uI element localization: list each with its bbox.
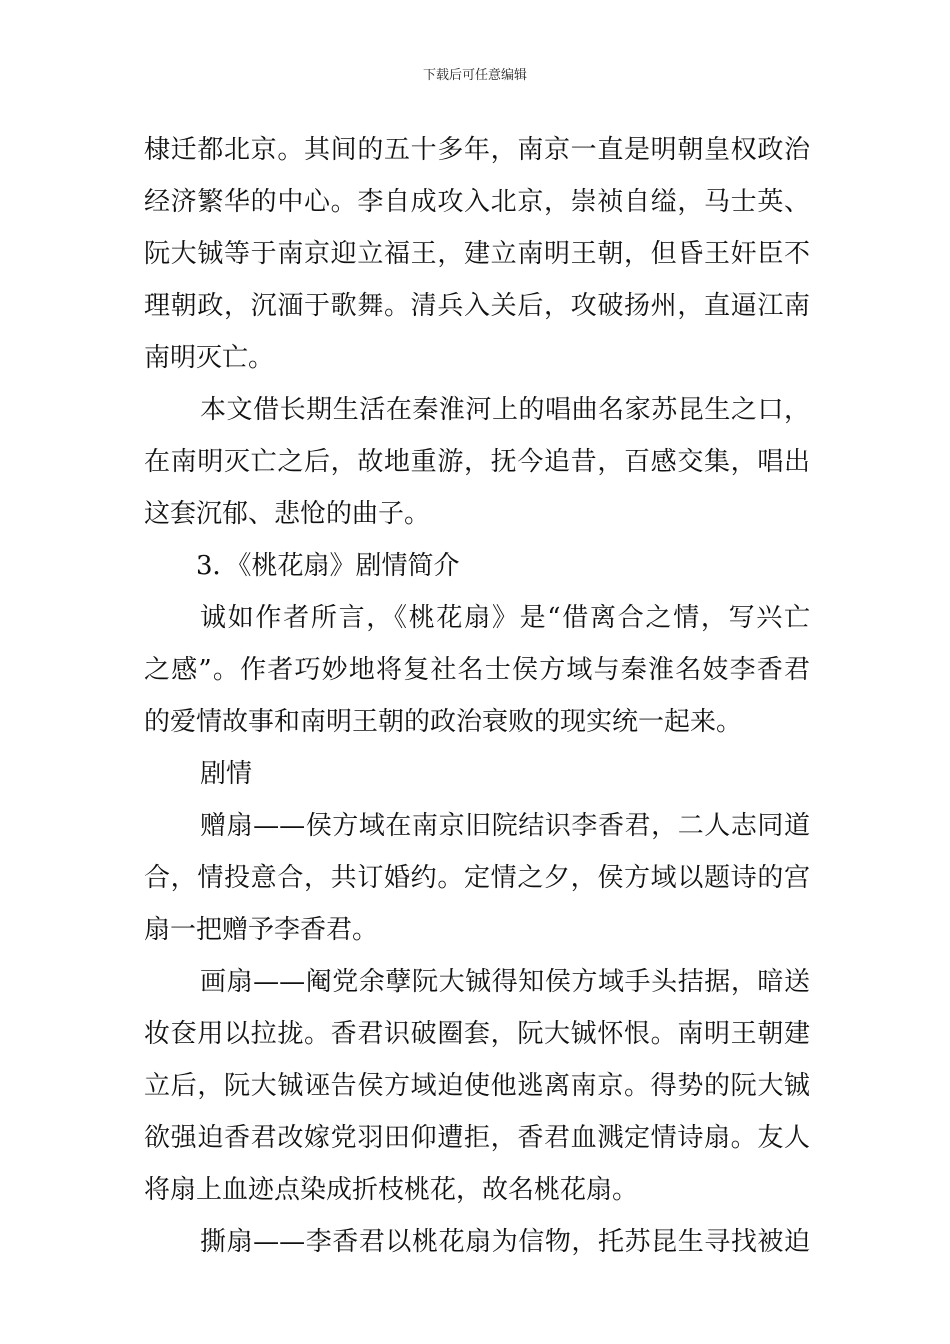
paragraph-first-line: 画扇——阉党余孽阮大铖得知侯方域手头拮据，暗送 [200,967,810,997]
text-line: 合，情投意合，共订婚约。定情之夕，侯方域以题诗的宫 [144,863,810,893]
paragraph-first-line: 赠扇——侯方域在南京旧院结识李香君，二人志同道 [200,811,810,841]
paragraph-first-line: 诚如作者所言，《桃花扇》是“借离合之情，写兴亡 [200,603,810,633]
text-line: 经济繁华的中心。李自成攻入北京，崇祯自缢，马士英、 [144,187,810,217]
paragraph-first-line: 本文借长期生活在秦淮河上的唱曲名家苏昆生之口， [200,395,810,425]
section-heading: 3．《桃花扇》剧情简介 [196,551,460,581]
page-header: 下载后可任意编辑 [422,68,527,83]
text-line: 之感”。作者巧妙地将复社名士侯方域与秦淮名妓李香君 [144,655,810,685]
text-line: 棣迁都北京。其间的五十多年，南京一直是明朝皇权政治 [144,135,810,165]
text-line: 阮大铖等于南京迎立福王，建立南明王朝，但昏王奸臣不 [144,239,810,269]
text-line: 将扇上血迹点染成折枝桃花，故名桃花扇。 [144,1175,639,1205]
body-text [144,124,810,1268]
text-line: 妆奁用以拉拢。香君识破圈套，阮大铖怀恨。南明王朝建 [144,1019,810,1049]
text-line: 在南明灭亡之后，故地重游，抚今追昔，百感交集，唱出 [144,447,810,477]
text-line: 欲强迫香君改嫁党羽田仰遭拒，香君血溅定情诗扇。友人 [144,1123,810,1153]
subheading: 剧情 [200,759,253,789]
text-line: 这套沉郁、悲怆的曲子。 [144,499,431,529]
text-line: 南明灭亡。 [144,343,275,373]
text-line: 扇一把赠予李香君。 [144,915,379,945]
text-line: 的爱情故事和南明王朝的政治衰败的现实统一起来。 [144,707,743,737]
paragraph-first-line: 撕扇——李香君以桃花扇为信物，托苏昆生寻找被迫 [200,1227,810,1257]
text-line: 理朝政，沉湎于歌舞。清兵入关后，攻破扬州，直逼江南 [144,291,810,321]
text-line: 立后，阮大铖诬告侯方域迫使他逃离南京。得势的阮大铖 [144,1071,810,1101]
